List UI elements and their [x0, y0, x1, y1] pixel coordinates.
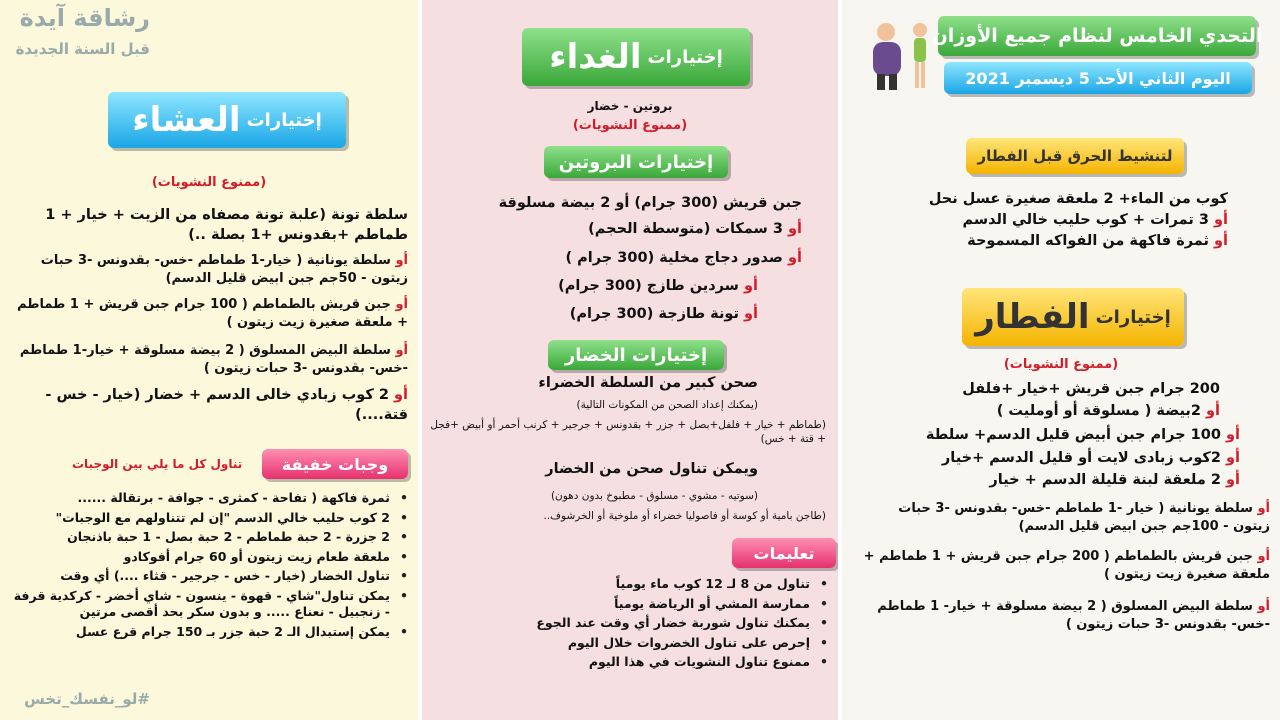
burn-item-1: كوب من الماء+ 2 ملعقة صغيرة عسل نحل — [928, 191, 1228, 207]
characters-illustration — [868, 18, 938, 92]
or-label: أو — [394, 387, 408, 403]
breakfast-banner — [962, 288, 1184, 346]
breakfast-column — [842, 0, 1280, 720]
brand-subtitle: قبل السنة الجديدة — [15, 40, 150, 58]
list-item: • إحرص على تناول الخضروات خلال اليوم — [428, 635, 828, 652]
protein-banner — [544, 146, 728, 178]
snacks-title: وجبات خفيفة — [281, 454, 389, 474]
dinner-banner — [108, 92, 346, 148]
day-title: اليوم الثاني الأحد 5 ديسمبر 2021 — [965, 68, 1231, 88]
lunch-title-big: الغداء — [549, 37, 642, 77]
lunch-subtitle: بروتين - خضار — [587, 99, 673, 113]
or-label: أو — [1257, 599, 1270, 614]
breakfast-item-1: 200 جرام جبن قريش +خيار +فلفل — [962, 381, 1220, 397]
lunch-banner — [522, 28, 750, 86]
list-item: • ثمرة فاكهة ( تفاحة - كمثرى - جوافة - برتقالة ...... — [8, 490, 408, 507]
breakfast-item-2: أو 2بيضة ( مسلوقة أو أومليت ) — [996, 403, 1220, 419]
dinner-item-5: أو 2 كوب زبادي خالى الدسم + خضار (خيار - خس - قتة....) — [45, 387, 408, 423]
dinner-item-2: أو سلطة يونانية ( خيار-1 طماطم -خس- بقدونس -3 حبات زيتون - 50جم جبن ابيض قليل الدسم) — [40, 253, 408, 286]
veg-title: إختيارات الخضار — [564, 344, 708, 366]
or-label: أو — [395, 343, 408, 358]
breakfast-title-small: إختيارات — [1095, 306, 1171, 328]
or-label: أو — [395, 253, 408, 268]
burn-banner — [966, 138, 1184, 174]
burn-item-3: أو ثمرة فاكهة من الفواكه المسموحة — [967, 233, 1228, 249]
protein-title: إختيارات البروتين — [558, 151, 714, 173]
breakfast-item-7: أو جبن قريش بالطماطم ( 200 جرام جبن قريش + 1 طماطم + ملعقة صغيرة زيت زيتون ) — [863, 549, 1270, 582]
veg-item-2: ويمكن تناول صحن من الخضار — [545, 461, 758, 477]
or-label: أو — [1214, 212, 1228, 228]
dinner-column — [0, 0, 418, 720]
or-label: أو — [395, 297, 408, 312]
protein-item-2: أو 3 سمكات (متوسطة الحجم) — [588, 221, 802, 237]
challenge-banner — [931, 16, 1263, 56]
burn-item-2: أو 3 تمرات + كوب حليب خالي الدسم — [962, 212, 1228, 228]
protein-item-5: أو تونة طازجة (300 جرام) — [569, 306, 758, 322]
snacks-note: تناول كل ما يلي بين الوجبات — [72, 457, 243, 471]
lunch-title-small: إختيارات — [647, 46, 723, 68]
or-label: أو — [788, 250, 802, 266]
list-item: • يمكنك تناول شوربة خضار أي وقت عند الجوع — [428, 615, 828, 632]
breakfast-item-6: أو سلطة يونانية ( خيار -1 طماطم -خس- بقدونس -3 حبات زيتون - 100جم جبن ابيض قليل الدسم) — [898, 501, 1270, 534]
dinner-item-1: سلطة تونة (علبة تونة مصفاه من الزيت + خيار + 1 طماطم +بقدونس +1 بصلة ..) — [45, 207, 408, 243]
list-item: • ممارسة المشي أو الرياضة يومياً — [428, 596, 828, 613]
or-label: أو — [1257, 549, 1270, 564]
list-item: • يمكن إستبدال الـ 2 حبة جزر بـ 150 جرام قرع عسل — [8, 624, 408, 641]
list-item: • 2 جزرة - 2 حبة طماطم - 2 حبة بصل - 1 حبة باذنجان — [8, 529, 408, 546]
veg-item-1: صحن كبير من السلطة الخضراء — [538, 375, 758, 391]
day-banner — [944, 62, 1252, 94]
veg-item-2-note: (سوتيه - مشوي - مسلوق - مطبوخ بدون دهون) — [550, 490, 758, 502]
breakfast-item-4: أو 2كوب زبادى لايت أو قليل الدسم +خيار — [941, 450, 1240, 466]
breakfast-item-3: أو 100 جرام جبن أبيض قليل الدسم+ سلطة — [925, 427, 1240, 443]
or-label: أو — [1226, 427, 1240, 443]
tips-title: تعليمات — [753, 543, 815, 563]
list-item: • ملعقة طعام زيت زيتون أو 60 جرام أفوكادو — [8, 549, 408, 566]
veg-item-1-note: (يمكنك إعداد الصحن من المكونات التالية) — [576, 399, 758, 411]
breakfast-item-8: أو سلطة البيض المسلوق ( 2 بيضة مسلوقة + خيار- 1 طماطم -خس- بقدونس -3 حبات زيتون ) — [877, 599, 1270, 632]
breakfast-title-big: الفطار — [975, 297, 1090, 337]
brand-title: رشاقة آيدة — [19, 4, 150, 32]
veg-item-2-detail: (طاجن بامية أو كوسة أو فاصوليا خضراء أو ملوخية أو الخرشوف.. — [543, 510, 826, 522]
veg-item-1-detail: (طماطم + خيار + فلفل+بصل + جزر + بقدونس + جرجير + كرنب أحمر أو أبيض +فجل + قتة + خس) — [430, 419, 826, 446]
or-label: أو — [1257, 501, 1270, 516]
dinner-title-big: العشاء — [132, 100, 241, 140]
snacks-list — [8, 490, 408, 643]
or-label: أو — [788, 221, 802, 237]
list-item: • يمكن تناول"شاي - قهوة - ينسون - شاي أخضر - كركدية قرفة - زنجبيل - نعناع ..... و بدون سكر بحد أقصى مرتين — [8, 588, 408, 621]
protein-item-1: جبن قريش (300 جرام) أو 2 بيضة مسلوقة — [498, 195, 802, 211]
dinner-item-4: أو سلطة البيض المسلوق ( 2 بيضة مسلوقة + خيار-1 طماطم -خس- بقدونس -3 حبات زيتون ) — [19, 343, 408, 376]
dinner-item-3: أو جبن قريش بالطماطم ( 100 جرام جبن قريش + 1 طماطم + ملعقة صغيرة زيت زيتون ) — [17, 297, 408, 330]
list-item: • ممنوع تناول النشويات في هذا اليوم — [428, 654, 828, 671]
list-item: • تناول من 8 لـ 12 كوب ماء يومياً — [428, 576, 828, 593]
list-item: • تناول الخضار (خيار - خس - جرجير - قثاء ....) أي وقت — [8, 568, 408, 585]
breakfast-note: (ممنوع النشويات) — [1003, 357, 1119, 372]
lunch-note: (ممنوع النشويات) — [572, 118, 688, 133]
brand-hashtag: #لو_نفسك_تخس — [24, 690, 150, 708]
or-label: أو — [1226, 450, 1240, 466]
protein-item-4: أو سردين طازج (300 جرام) — [558, 278, 758, 294]
or-label: أو — [1226, 472, 1240, 488]
lunch-column — [418, 0, 842, 720]
dinner-title-small: إختيارات — [246, 109, 322, 131]
tips-banner — [732, 538, 836, 568]
veg-banner — [548, 340, 724, 370]
breakfast-item-5: أو 2 ملعقة لبنة قليلة الدسم + خيار — [989, 472, 1240, 488]
tips-list — [428, 576, 828, 674]
or-label: أو — [1206, 403, 1220, 419]
challenge-title: التحدي الخامس لنظام جميع الأوزان — [931, 25, 1263, 47]
list-item: • 2 كوب حليب خالي الدسم "إن لم تتناولهم مع الوجبات" — [8, 510, 408, 527]
snacks-banner — [262, 449, 408, 479]
burn-title: لتنشيط الحرق قبل الفطار — [977, 147, 1173, 165]
dinner-note: (ممنوع النشويات) — [151, 175, 267, 190]
or-label: أو — [744, 306, 758, 322]
or-label: أو — [1214, 233, 1228, 249]
or-label: أو — [744, 278, 758, 294]
protein-item-3: أو صدور دجاج مخلية (300 جرام ) — [565, 250, 802, 266]
